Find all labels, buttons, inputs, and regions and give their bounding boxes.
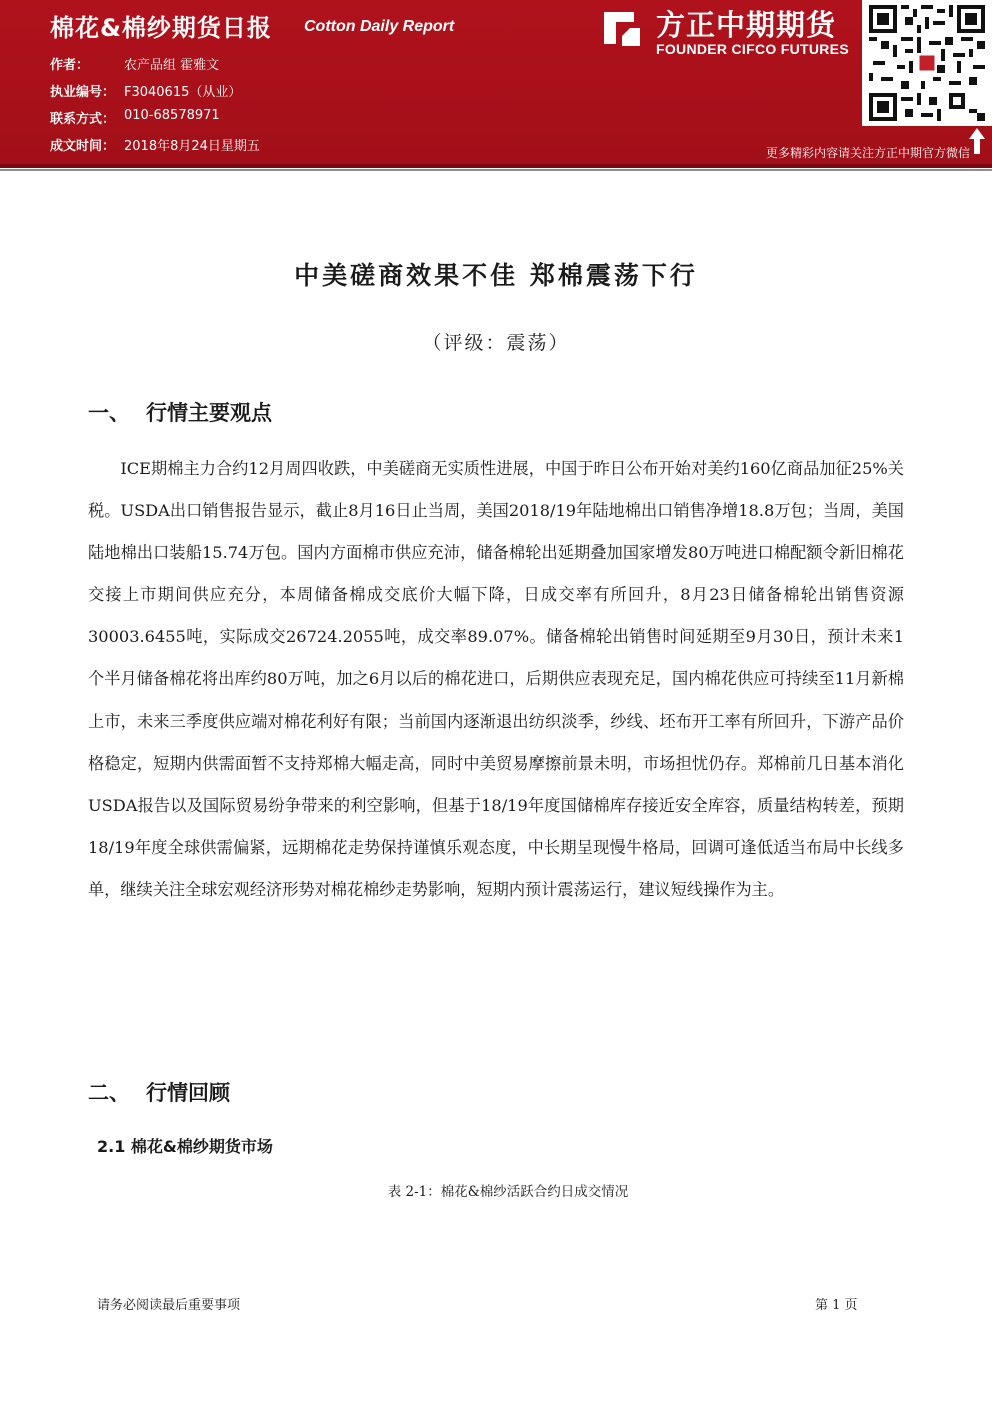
meta-date-value: 2018年8月24日星期五 [124, 139, 260, 154]
meta-author [50, 54, 220, 73]
meta-date-label: 成文时间： [50, 139, 116, 154]
section-title-2: 行情回顾 [146, 1081, 230, 1105]
arrow-up-icon [968, 128, 986, 154]
meta-contact-label: 联系方式： [50, 112, 116, 127]
footer-notice: 请务必阅读最后重要事项 [97, 1298, 241, 1313]
meta-license-label: 执业编号： [50, 85, 116, 100]
qr-code-icon [868, 5, 986, 121]
report-title: 棉花&棉纱期货日报 [50, 14, 272, 42]
page-number: 第 1 页 [815, 1298, 858, 1313]
market-view-paragraph: ICE期棉主力合约12月周四收跌，中美磋商无实质性进展，中国于昨日公布开始对美约160亿商品加征25%关税。USDA出口销售报告显示，截止8月16日止当周，美国2018/19年陆地棉出口销售净增18.8万包；当周，美国陆地棉出口装船15.74万包。国内方面棉市供应充沛，储备棉轮出延期叠加国家增发80万吨进口棉配额令新旧棉花交接上市期间供应充分，本周储备棉成交底价大幅下降，日成交率有所回升，8月23日储备棉轮出销售资源30003.6455吨，实际成交26724.2055吨，成交率89.07%。储备棉轮出销售时间延期至9月30日，预计未来1个半月储备棉花将出库约80万吨，加之6月以后的棉花进口，后期供应表现充足，国内棉花供应可持续至11月新棉上市，未来三季度供应端对棉花利好有限；当前国内逐渐退出纺织淡季，纱线、坯布开工率有所回升，下游产品价格稳定，短期内供需面暂不支持郑棉大幅走高，同时中美贸易摩擦前景未明，市场担忧仍存。郑棉前几日基本消化USDA报告以及国际贸易纷争带来的利空影响，但基于18/19年度国储棉库存接近安全库容，质量结构转差，预期18/19年度全球供需偏紧，远期棉花走势保持谨慎乐观态度，中长期呈现慢牛格局，回调可逢低适当布局中长线多单，继续关注全球宏观经济形势对棉花棉纱走势影响，短期内预计震荡运行，建议短线操作为主。 [88, 459, 904, 899]
section-number-1: 一、 [88, 401, 130, 425]
meta-contact [50, 108, 220, 127]
meta-author-label: 作者： [50, 58, 90, 73]
subsection-heading: 2.1 棉花&棉纱期货市场 [97, 1137, 273, 1156]
meta-license [50, 81, 242, 100]
founder-logo-icon [600, 6, 644, 50]
report-subtitle: Cotton Daily Report [304, 18, 455, 35]
company-name-en: FOUNDER CIFCO FUTURES [656, 41, 849, 57]
header-banner [0, 0, 992, 164]
section-number-2: 二、 [88, 1081, 130, 1105]
section-title-1: 行情主要观点 [146, 401, 272, 425]
follow-wechat-text: 更多精彩内容请关注方正中期官方微信 [765, 146, 970, 160]
header-divider [0, 164, 992, 168]
company-name-cn: 方正中期期货 [656, 8, 837, 42]
section-heading-2 [88, 1077, 230, 1107]
table-caption: 表 2-1：棉花&棉纱活跃合约日成交情况 [387, 1184, 629, 1200]
document-title: 中美磋商效果不佳 郑棉震荡下行 [294, 261, 698, 290]
rating-label: （评级：震荡） [422, 332, 570, 354]
meta-date [50, 135, 260, 154]
meta-license-value: F3040615（从业） [124, 85, 242, 100]
section-heading-1 [88, 397, 272, 427]
meta-author-value: 农产品组 霍雅文 [124, 58, 220, 73]
meta-contact-value: 010-68578971 [124, 108, 220, 123]
qr-code-panel [862, 0, 992, 126]
header-divider-secondary [0, 169, 992, 171]
